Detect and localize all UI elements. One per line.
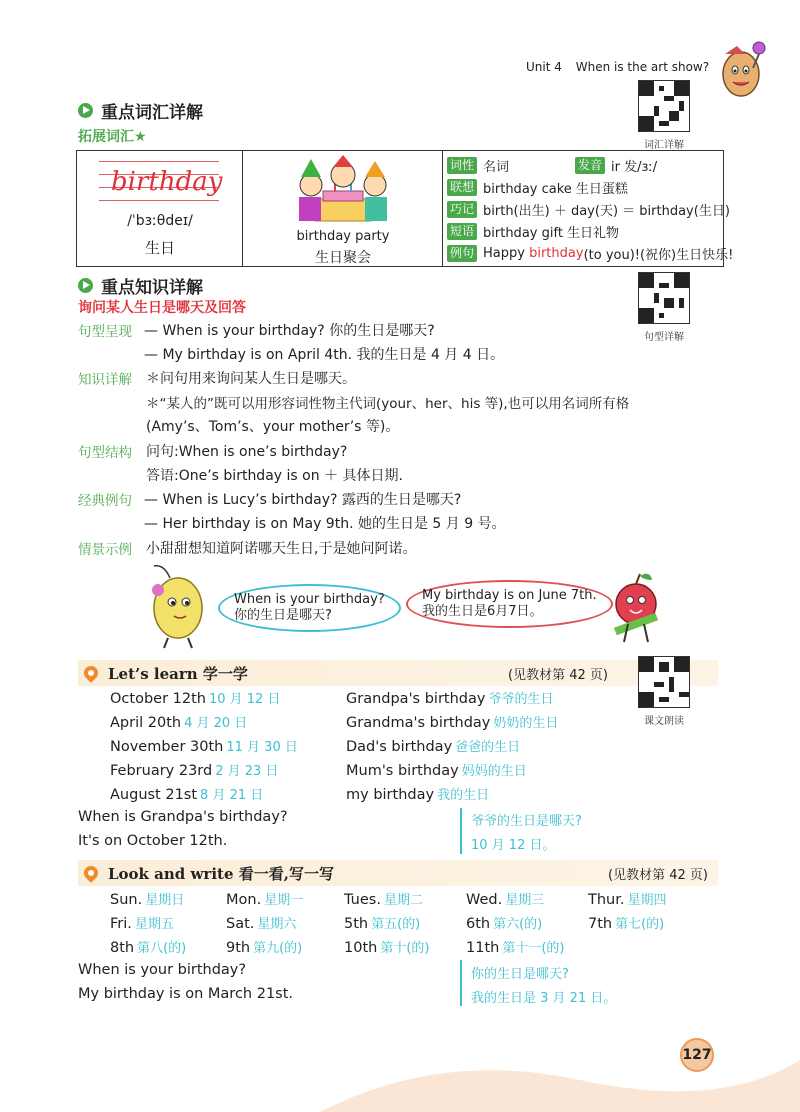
pattern-answer: — My birthday is on April 4th. 我的生日是 4 月 4 日。 xyxy=(144,347,505,363)
label-structure: 句型结构 xyxy=(78,445,132,461)
section1-title-text: 重点词汇详解 xyxy=(101,103,203,123)
detail-line-1: ＊问句用来询问某人生日是哪天。 xyxy=(146,371,356,387)
learn-dialog-question-cn: 爷爷的生日是哪天? xyxy=(471,814,582,829)
footer-wave-decoration xyxy=(320,1040,800,1112)
divider-line xyxy=(460,808,462,854)
play-icon xyxy=(78,103,93,118)
vocab-phrase-text: birthday gift 生日礼物 xyxy=(483,225,620,241)
family-birthday-item: Mum's birthday 妈妈的生日 xyxy=(346,763,527,779)
vocab-row-pos xyxy=(447,155,657,175)
unit-label: Unit 4 xyxy=(526,60,562,74)
tag-pronunciation: 发音 xyxy=(575,157,605,174)
girl-character-illustration xyxy=(140,560,220,650)
vocab-example-pre: Happy xyxy=(483,245,530,261)
label-pattern: 句型呈现 xyxy=(78,324,132,340)
qr-code-vocab[interactable] xyxy=(638,80,690,132)
location-pin-icon xyxy=(81,863,101,883)
speech-bubble-question xyxy=(218,584,401,632)
tag-pos: 词性 xyxy=(447,157,477,174)
unit-title: When is the art show? xyxy=(575,60,710,74)
birthday-party-illustration xyxy=(295,155,391,227)
image-caption-en: birthday party xyxy=(296,229,390,244)
vocab-word: birthday xyxy=(111,167,223,197)
bubble-answer-en: My birthday is on June 7th. xyxy=(422,588,597,603)
location-pin-icon xyxy=(81,663,101,683)
family-birthday-item: Dad's birthday 爸爸的生日 xyxy=(346,739,521,755)
date-item: November 30th 11 月 30 日 xyxy=(110,739,298,755)
family-birthday-item: Grandma's birthday 奶奶的生日 xyxy=(346,715,559,731)
lets-learn-title: Let’s learn 学一学 xyxy=(108,664,248,683)
unit-header xyxy=(526,60,719,74)
detail-line-2: ＊“某人的”既可以用形容词性物主代词(your、her、his 等),也可以用名词所有格 xyxy=(146,396,630,412)
image-caption-cn: 生日聚会 xyxy=(315,250,371,266)
lets-learn-ref: (见教材第 42 页) xyxy=(508,667,608,683)
weekday-item: Tues. 星期二 xyxy=(344,892,423,908)
qr-code-sentence[interactable] xyxy=(638,272,690,324)
vocab-memory-tip-text: birth(出生) ＋ day(天) ＝ birthday(生日) xyxy=(483,203,730,219)
date-item: February 23rd 2 月 23 日 xyxy=(110,763,279,779)
vocab-row-example xyxy=(447,243,733,263)
date-item: October 12th 10 月 12 日 xyxy=(110,691,281,707)
vocab-example-post: (to you)!(祝你)生日快乐! xyxy=(583,247,734,263)
vocab-detail-cell xyxy=(443,151,734,266)
vocab-image-cell xyxy=(243,151,443,266)
vocab-row-phrase xyxy=(447,221,619,241)
ordinal-item: 10th 第十(的) xyxy=(344,940,430,956)
family-birthday-item: Grandpa's birthday 爷爷的生日 xyxy=(346,691,554,707)
vocab-pos-text: 名词 xyxy=(483,159,510,175)
weekday-item: Fri. 星期五 xyxy=(110,916,174,932)
vocab-table xyxy=(76,150,734,267)
label-detail: 知识详解 xyxy=(78,372,132,388)
vocab-word-cell xyxy=(77,151,243,266)
weekday-item: Thur. 星期四 xyxy=(588,892,667,908)
tag-memory-tip: 巧记 xyxy=(447,201,477,218)
divider-line xyxy=(460,960,462,1006)
mascot-illustration xyxy=(715,38,769,104)
qr-caption-reading: 课文朗读 xyxy=(644,716,684,727)
vocab-row-association xyxy=(447,177,628,197)
example-question: — When is Lucy’s birthday? 露西的生日是哪天? xyxy=(144,492,462,508)
example-answer: — Her birthday is on May 9th. 她的生日是 5 月 9 号。 xyxy=(144,516,506,532)
speech-bubble-answer xyxy=(406,580,613,628)
look-write-title: Look and write 看一看,写一写 xyxy=(108,864,334,883)
qr-code-reading[interactable] xyxy=(638,656,690,708)
date-item: August 21st 8 月 21 日 xyxy=(110,787,264,803)
write-dialog-answer: My birthday is on March 21st. xyxy=(78,986,294,1002)
date-item: April 20th 4 月 20 日 xyxy=(110,715,248,731)
scene-text: 小甜甜想知道阿诺哪天生日,于是她问阿诺。 xyxy=(146,541,417,557)
weekday-item: Sun. 星期日 xyxy=(110,892,185,908)
tag-example: 例句 xyxy=(447,245,477,262)
section2-title-text: 重点知识详解 xyxy=(101,278,203,298)
section-title-knowledge xyxy=(78,273,203,298)
detail-line-3: (Amy’s、Tom’s、your mother’s 等)。 xyxy=(146,419,400,435)
pattern-question: — When is your birthday? 你的生日是哪天? xyxy=(144,323,435,339)
section-title-vocab xyxy=(78,98,203,123)
qr-caption-sentence: 句型详解 xyxy=(644,332,684,343)
ordinal-item: 6th 第六(的) xyxy=(466,916,543,932)
bubble-question-cn: 你的生日是哪天? xyxy=(234,608,332,623)
write-dialog-question-cn: 你的生日是哪天? xyxy=(471,967,569,982)
weekday-item: Sat. 星期六 xyxy=(226,916,297,932)
learn-dialog-answer: It's on October 12th. xyxy=(78,833,228,849)
family-birthday-item: my birthday 我的生日 xyxy=(346,787,490,803)
ordinal-item: 8th 第八(的) xyxy=(110,940,187,956)
look-write-ref: (见教材第 42 页) xyxy=(608,867,708,883)
learn-dialog-question: When is Grandpa's birthday? xyxy=(78,809,288,825)
ordinal-item: 9th 第九(的) xyxy=(226,940,303,956)
vocab-meaning: 生日 xyxy=(144,239,175,257)
ordinal-item: 7th 第七(的) xyxy=(588,916,665,932)
write-dialog-answer-cn: 我的生日是 3 月 21 日。 xyxy=(471,991,617,1006)
ordinal-item: 5th 第五(的) xyxy=(344,916,421,932)
section-subtitle-vocab: 拓展词汇★ xyxy=(78,129,147,145)
label-example: 经典例句 xyxy=(78,493,132,509)
structure-question: 问句:When is one’s birthday? xyxy=(146,444,348,460)
bubble-answer-cn: 我的生日是6月7日。 xyxy=(422,604,543,619)
look-write-bar xyxy=(78,860,718,886)
vocab-pronunciation-text: ir 发/ɜː/ xyxy=(611,159,658,175)
learn-dialog-answer-cn: 10 月 12 日。 xyxy=(471,838,556,853)
label-scene: 情景示例 xyxy=(78,542,132,558)
tag-phrase: 短语 xyxy=(447,223,477,240)
structure-answer: 答语:One’s birthday is on ＋ 具体日期. xyxy=(146,468,403,484)
lets-learn-bar xyxy=(78,660,718,686)
play-icon xyxy=(78,278,93,293)
write-dialog-question: When is your birthday? xyxy=(78,962,247,978)
weekday-item: Mon. 星期一 xyxy=(226,892,304,908)
section-subtitle-knowledge: 询问某人生日是哪天及回答 xyxy=(78,300,246,316)
vocab-association-text: birthday cake 生日蛋糕 xyxy=(483,181,628,197)
page-number: 127 xyxy=(680,1038,714,1072)
ordinal-item: 11th 第十一(的) xyxy=(466,940,565,956)
vocab-row-memory-tip xyxy=(447,199,730,219)
qr-caption-vocab: 词汇详解 xyxy=(644,140,684,151)
vocab-phonetic: /ˈbɜːθdeɪ/ xyxy=(127,213,193,229)
apple-character-illustration xyxy=(606,568,668,648)
vocab-example-highlight: birthday xyxy=(529,245,584,261)
bubble-question-en: When is your birthday? xyxy=(234,592,385,607)
tag-association: 联想 xyxy=(447,179,477,196)
weekday-item: Wed. 星期三 xyxy=(466,892,545,908)
